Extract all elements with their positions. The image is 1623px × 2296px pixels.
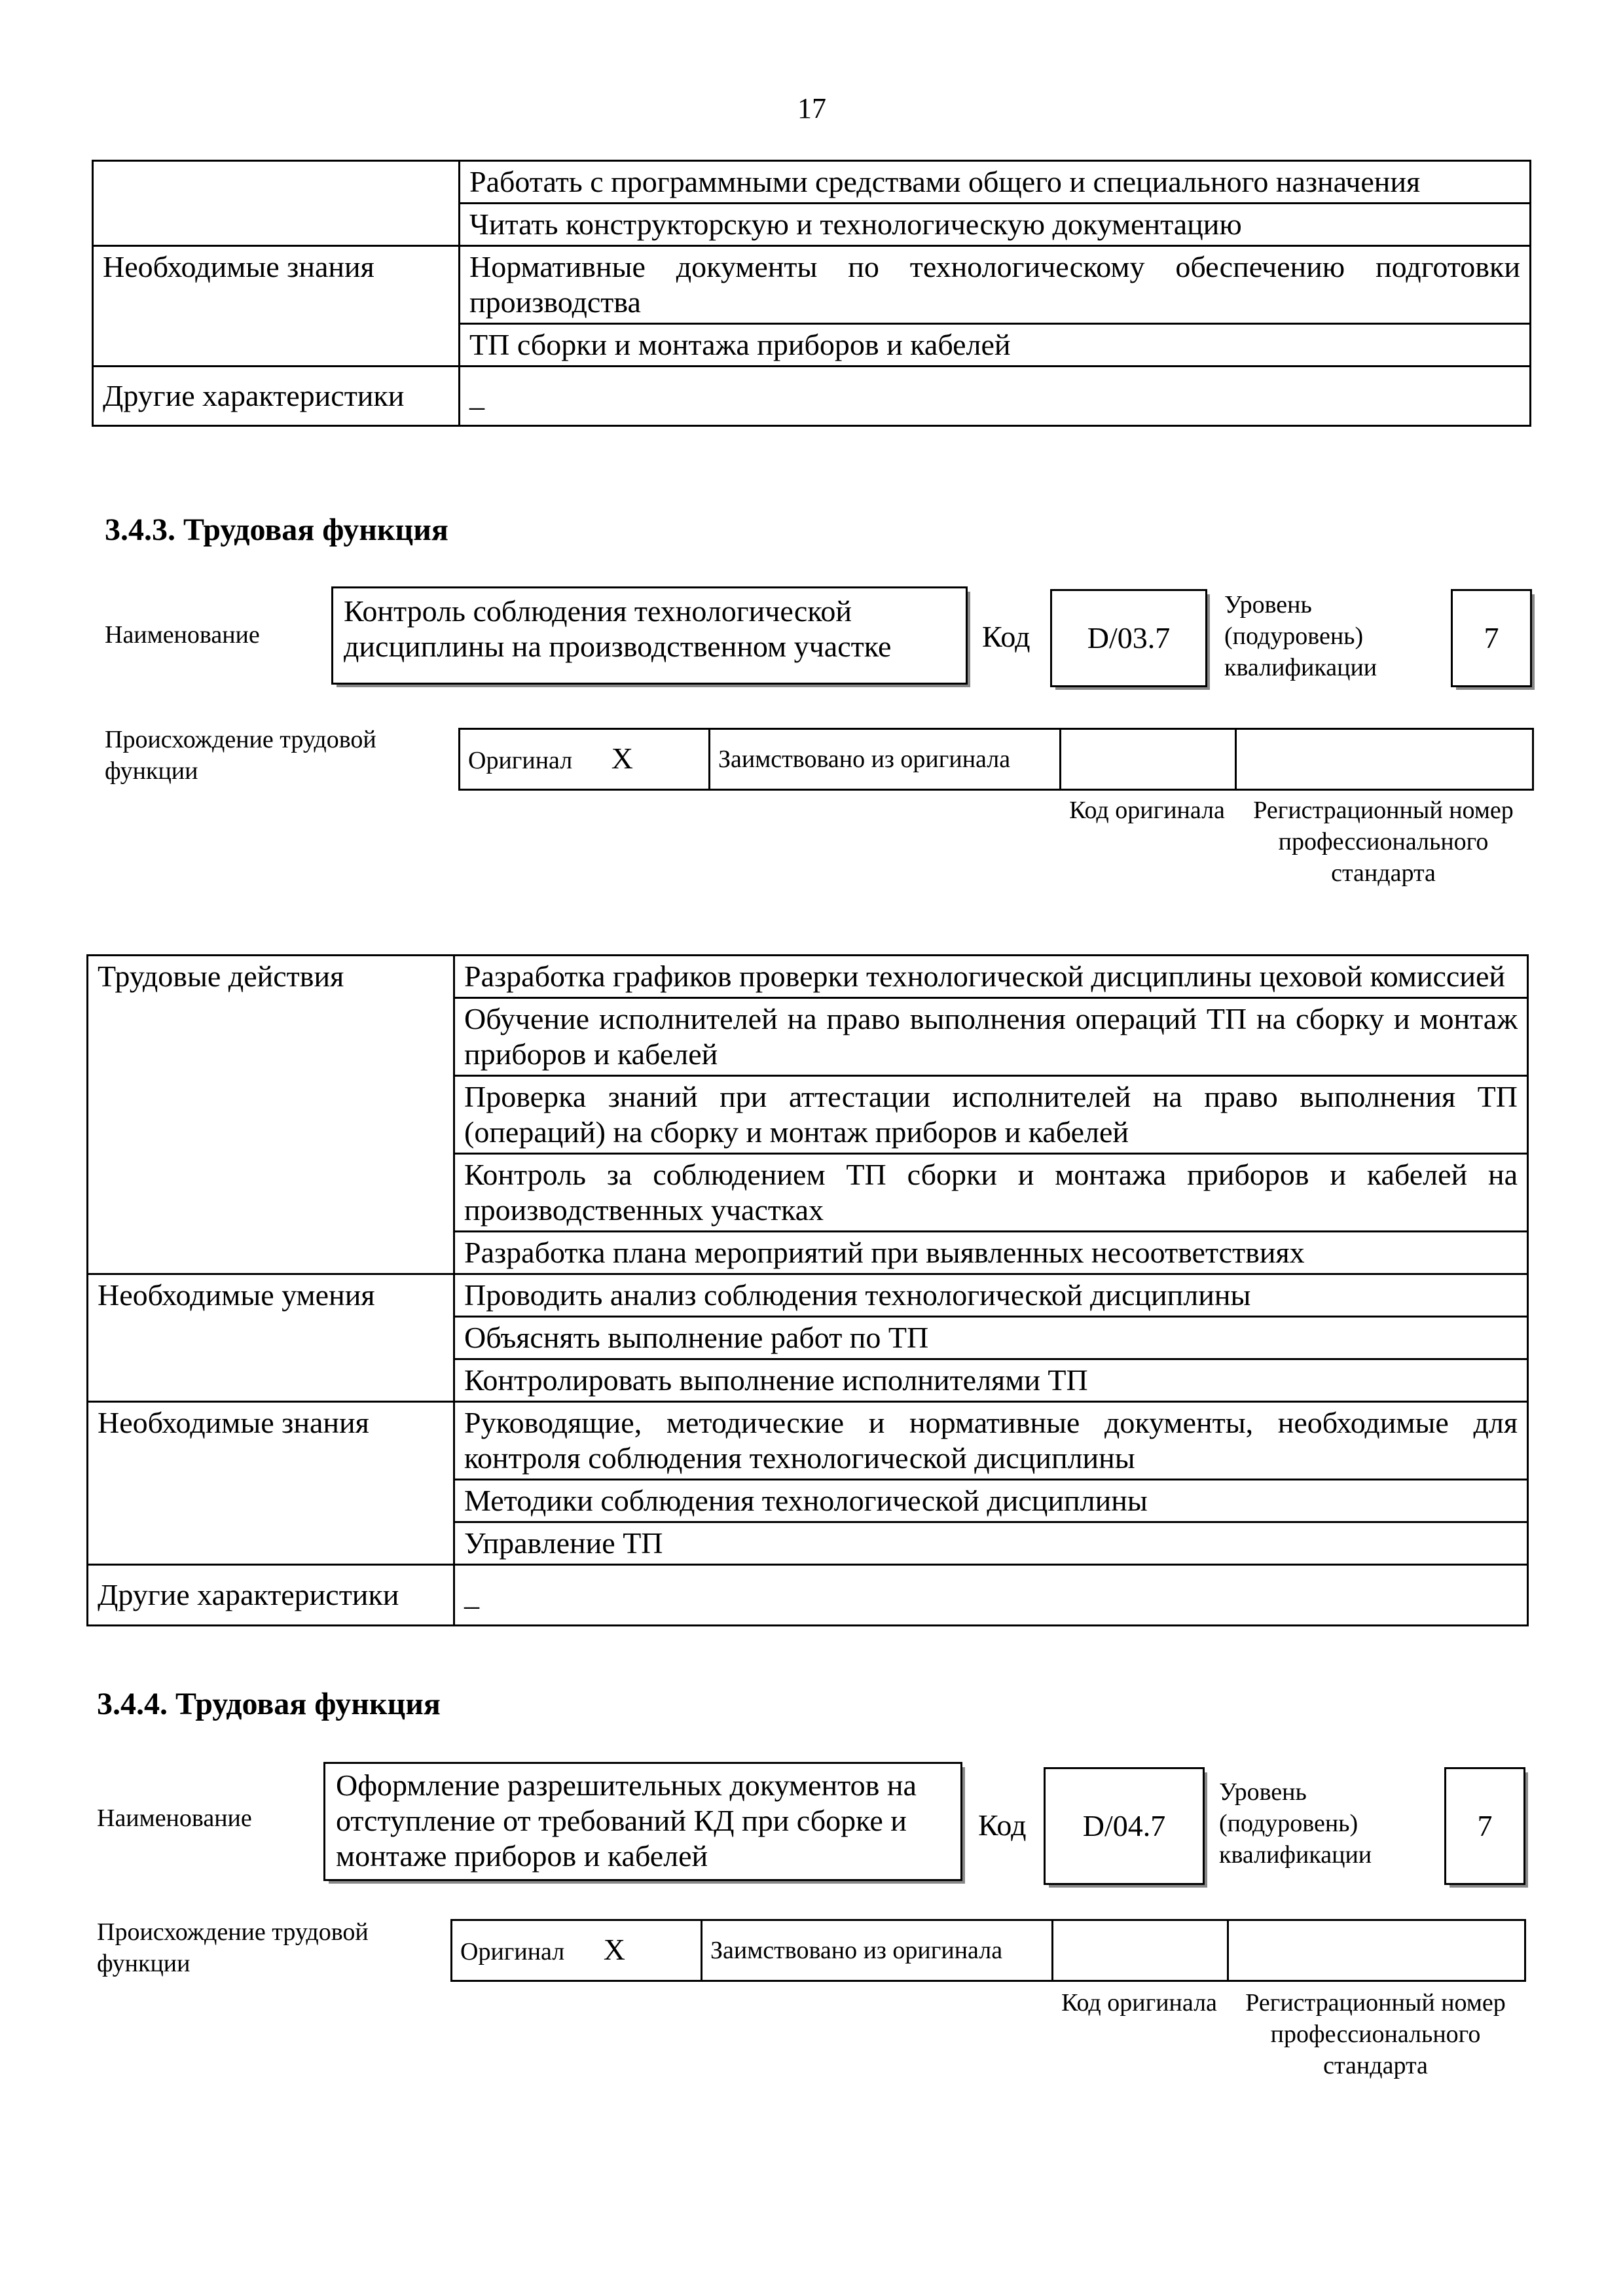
labor-action-item: Проверка знаний при аттестации исполнителей на право выполнения ТП (операций) на сборку и монтаж приборов и кабелей [454, 1076, 1528, 1154]
code-box [1050, 589, 1207, 687]
reg-number-caption: Регистрационный номер профессионального стандарта [1245, 1989, 1506, 2079]
page-number: 17 [797, 92, 826, 124]
code-original-caption: Код оригинала [1069, 797, 1225, 824]
function-name-box [331, 586, 968, 685]
knowledge-item: ТП сборки и монтажа приборов и кабелей [460, 324, 1531, 367]
other-label: Другие характеристики [93, 367, 460, 426]
code-original-cell [1061, 729, 1236, 790]
other-label: Другие характеристики [88, 1565, 454, 1626]
knowledge-label: Необходимые знания [93, 246, 460, 367]
labor-action-item: Разработка графиков проверки технологической дисциплины цеховой комиссией [454, 956, 1528, 998]
level-box [1444, 1767, 1525, 1885]
code-box [1044, 1767, 1205, 1885]
code-original-caption: Код оригинала [1061, 1989, 1217, 2017]
labor-function-table [86, 954, 1529, 1626]
skills-label: Необходимые умения [88, 1274, 454, 1402]
knowledge-item: Руководящие, методические и нормативные документы, необходимые для контроля соблюдения технологической дисциплины [454, 1402, 1528, 1480]
borrowed-label: Заимствовано из оригинала [702, 1920, 1053, 1981]
knowledge-label: Необходимые знания [88, 1402, 454, 1565]
labor-action-item: Контроль за соблюдением ТП сборки и монтажа приборов и кабелей на производственных участках [454, 1154, 1528, 1232]
function-name-box [323, 1762, 962, 1881]
origin-label: Происхождение трудовой функции [105, 726, 376, 785]
borrowed-label: Заимствовано из оригинала [710, 729, 1061, 790]
code-label: Код [978, 1808, 1027, 1842]
code-value: D/03.7 [1087, 621, 1171, 655]
labor-action-item: Разработка плана мероприятий при выявленных несоответствиях [454, 1232, 1528, 1274]
name-label: Наименование [97, 1804, 252, 1832]
code-label: Код [982, 620, 1030, 653]
section-heading-344: 3.4.4. Трудовая функция [97, 1687, 441, 1721]
labor-action-item: Обучение исполнителей на право выполнения операций ТП на сборку и монтаж приборов и кабелей [454, 998, 1528, 1076]
skill-item: Работать с программными средствами общего и специального назначения [460, 161, 1531, 204]
level-label: Уровень (подуровень) квалификации [1219, 1778, 1372, 1869]
origin-table [458, 728, 1534, 791]
reg-number-cell [1236, 729, 1533, 790]
origin-table [450, 1919, 1526, 1982]
original-label: Оригинал [468, 746, 573, 774]
reg-number-caption: Регистрационный номер профессионального стандарта [1253, 797, 1514, 887]
original-mark: X [611, 741, 633, 775]
other-value: _ [460, 367, 1531, 426]
level-value: 7 [1484, 621, 1499, 655]
function-name: Оформление разрешительных документов на отступление от требований КД при сборке и монтаже приборов и кабелей [336, 1768, 917, 1873]
original-cell [452, 1920, 702, 1981]
skill-item: Объяснять выполнение работ по ТП [454, 1317, 1528, 1359]
original-mark: X [603, 1932, 625, 1966]
function-name: Контроль соблюдения технологической дисциплины на производственном участке [344, 594, 892, 663]
knowledge-item: Нормативные документы по технологическому обеспечению подготовки производства [460, 246, 1531, 324]
code-original-cell [1053, 1920, 1228, 1981]
section-heading-343: 3.4.3. Трудовая функция [105, 512, 448, 547]
knowledge-item: Методики соблюдения технологической дисциплины [454, 1480, 1528, 1522]
name-label: Наименование [105, 621, 260, 649]
origin-label: Происхождение трудовой функции [97, 1918, 369, 1977]
other-value: _ [454, 1565, 1528, 1626]
skill-item: Контролировать выполнение исполнителями ТП [454, 1359, 1528, 1402]
top-table [92, 160, 1531, 427]
level-label: Уровень (подуровень) квалификации [1224, 591, 1377, 681]
row-label-empty [93, 161, 460, 246]
reg-number-cell [1228, 1920, 1525, 1981]
level-value: 7 [1477, 1809, 1493, 1842]
original-cell [460, 729, 710, 790]
labor-actions-label: Трудовые действия [88, 956, 454, 1274]
original-label: Оригинал [460, 1937, 565, 1965]
level-box [1451, 589, 1532, 687]
skill-item: Читать конструкторскую и технологическую документацию [460, 204, 1531, 246]
code-value: D/04.7 [1082, 1809, 1166, 1842]
skill-item: Проводить анализ соблюдения технологической дисциплины [454, 1274, 1528, 1317]
knowledge-item: Управление ТП [454, 1522, 1528, 1565]
